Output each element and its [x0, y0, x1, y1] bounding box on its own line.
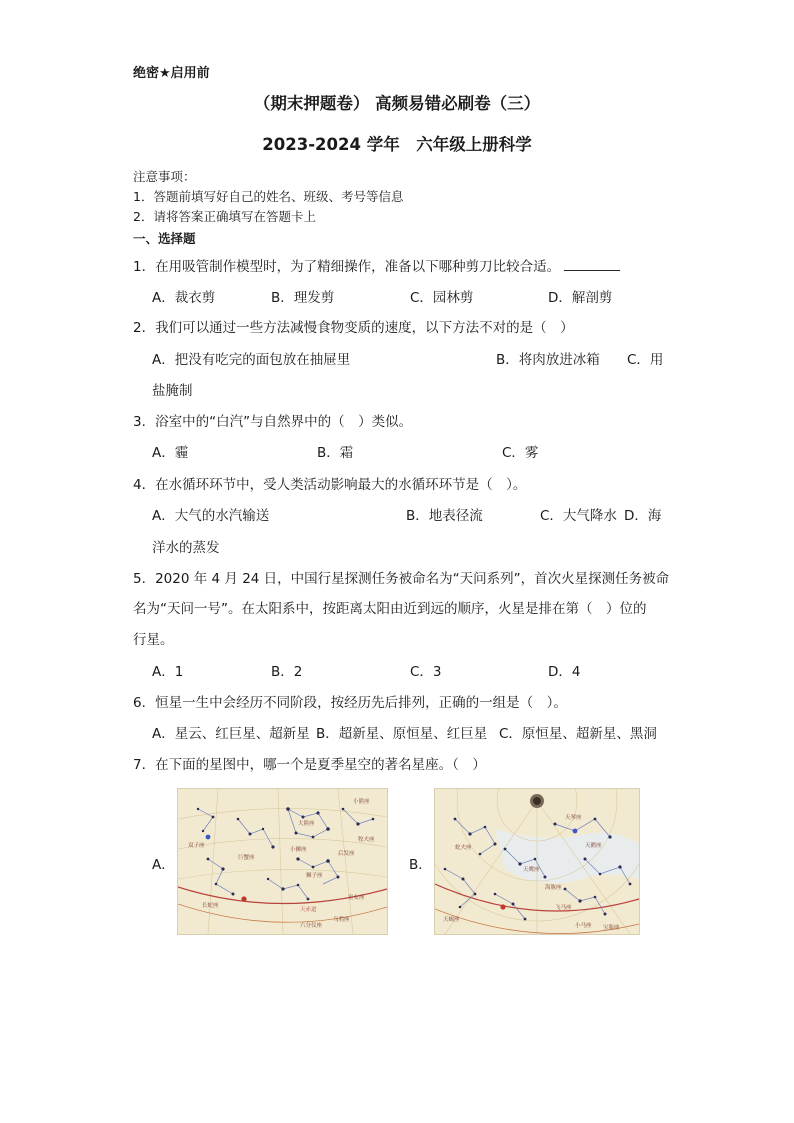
- question-5-stem: 5．2020 年 4 月 24 日，中国行星探测任务被命名为“天问系列”，首次火星探测任务被命: [133, 571, 670, 587]
- map-a-label: 后发座: [338, 851, 355, 857]
- q3-option-c: C．雾: [502, 445, 539, 461]
- map-b-label: 宝瓶座: [603, 925, 620, 931]
- q5-option-c: C．3: [410, 664, 442, 680]
- q6-option-a: A．星云、红巨星、超新星: [152, 726, 310, 742]
- q6-option-b: B．超新星、原恒星、红巨星: [316, 726, 488, 742]
- q2-option-b: B．将肉放进冰箱: [496, 352, 600, 368]
- question-1-stem: 1．在用吸管制作模型时，为了精细操作，准备以下哪种剪刀比较合适。: [133, 259, 561, 275]
- q4-option-d-cont: 洋水的蒸发: [152, 540, 220, 556]
- map-a-label: 天赤道: [300, 907, 317, 913]
- map-a-label: 巨蟹座: [238, 855, 255, 861]
- map-a-label: 牧夫座: [358, 837, 375, 843]
- map-b-label: 天鹅座: [585, 843, 602, 849]
- q5-option-b: B．2: [271, 664, 303, 680]
- q5-option-a: A．1: [152, 664, 184, 680]
- q7-option-a-label: A．: [152, 857, 175, 873]
- map-a-label: 大熊座: [298, 821, 315, 827]
- q5-option-d: D．4: [548, 664, 581, 680]
- q4-option-a: A．大气的水汽输送: [152, 508, 270, 524]
- answer-blank: [564, 258, 620, 271]
- q1-option-d: D．解剖剪: [548, 290, 613, 306]
- question-5-line2: 名为“天问一号”。在太阳系中，按距离太阳由近到远的顺序，火星是排在第（ ）位的: [133, 601, 647, 617]
- map-a-label: 六分仪座: [300, 923, 323, 929]
- question-3-stem: 3．浴室中的“白汽”与自然界中的（ ）类似。: [133, 414, 413, 430]
- question-1: [133, 255, 620, 275]
- q3-option-b: B．霜: [317, 445, 354, 461]
- question-7-stem: 7．在下面的星图中，哪一个是夏季星空的著名星座。（ ）: [133, 757, 486, 773]
- map-b-label: 海豚座: [545, 885, 562, 891]
- exam-subtitle: 2023-2024 学年 六年级上册科学: [262, 135, 532, 154]
- section-heading: 一、选择题: [133, 231, 196, 246]
- q3-option-a: A．霾: [152, 445, 189, 461]
- note-item-1: 1．答题前填写好自己的姓名、班级、考号等信息: [133, 189, 404, 204]
- q7-option-b-label: B．: [409, 857, 432, 873]
- map-b-label: 飞马座: [555, 905, 572, 911]
- question-4-stem: 4．在水循环环节中，受人类活动影响最大的水循环环节是（ ）。: [133, 477, 527, 493]
- map-b-label: 天鹰座: [523, 867, 540, 873]
- question-5-line3: 行星。: [133, 632, 174, 648]
- map-a-label: 狮子座: [306, 873, 323, 879]
- map-a-label: 小熊座: [353, 799, 370, 805]
- q2-option-c-cont: 盐腌制: [152, 383, 193, 399]
- question-2-stem: 2．我们可以通过一些方法减慢食物变质的速度，以下方法不对的是（ ）: [133, 320, 574, 336]
- map-b-label: 天蝎座: [443, 917, 460, 923]
- star-map-b-image: [434, 788, 640, 935]
- q2-option-a: A．把没有吃完的面包放在抽屉里: [152, 352, 351, 368]
- map-b-label: 小马座: [575, 923, 592, 929]
- star-map-a-image: [177, 788, 388, 935]
- q1-option-a: A．裁衣剪: [152, 290, 216, 306]
- q4-option-d: D．海: [624, 508, 662, 524]
- notes-heading: 注意事项：: [133, 169, 196, 184]
- map-a-label: 长蛇座: [202, 903, 219, 909]
- q1-option-c: C．园林剪: [410, 290, 474, 306]
- map-a-label: 小狮座: [290, 847, 307, 853]
- map-b-label: 蛇夫座: [455, 845, 472, 851]
- q6-option-c: C．原恒星、超新星、黑洞: [499, 726, 657, 742]
- note-item-2: 2．请将答案正确填写在答题卡上: [133, 209, 316, 224]
- q4-option-b: B．地表径流: [406, 508, 483, 524]
- star-map-a: [178, 789, 387, 934]
- q1-option-b: B．理发剪: [271, 290, 335, 306]
- q2-option-c: C．用: [627, 352, 664, 368]
- exam-title: （期末押题卷） 高频易错必刷卷（三）: [253, 94, 541, 113]
- map-b-label: 天琴座: [565, 815, 582, 821]
- q4-option-c: C．大气降水: [540, 508, 617, 524]
- star-map-b: [435, 789, 639, 934]
- confidential-mark: 绝密★启用前: [133, 66, 210, 81]
- map-a-label: 双子座: [188, 843, 205, 849]
- question-6-stem: 6．恒星一生中会经历不同阶段，按经历先后排列，正确的一组是（ ）。: [133, 695, 567, 711]
- map-a-label: 乌鸦座: [333, 917, 350, 923]
- map-a-label: 室女座: [348, 895, 365, 901]
